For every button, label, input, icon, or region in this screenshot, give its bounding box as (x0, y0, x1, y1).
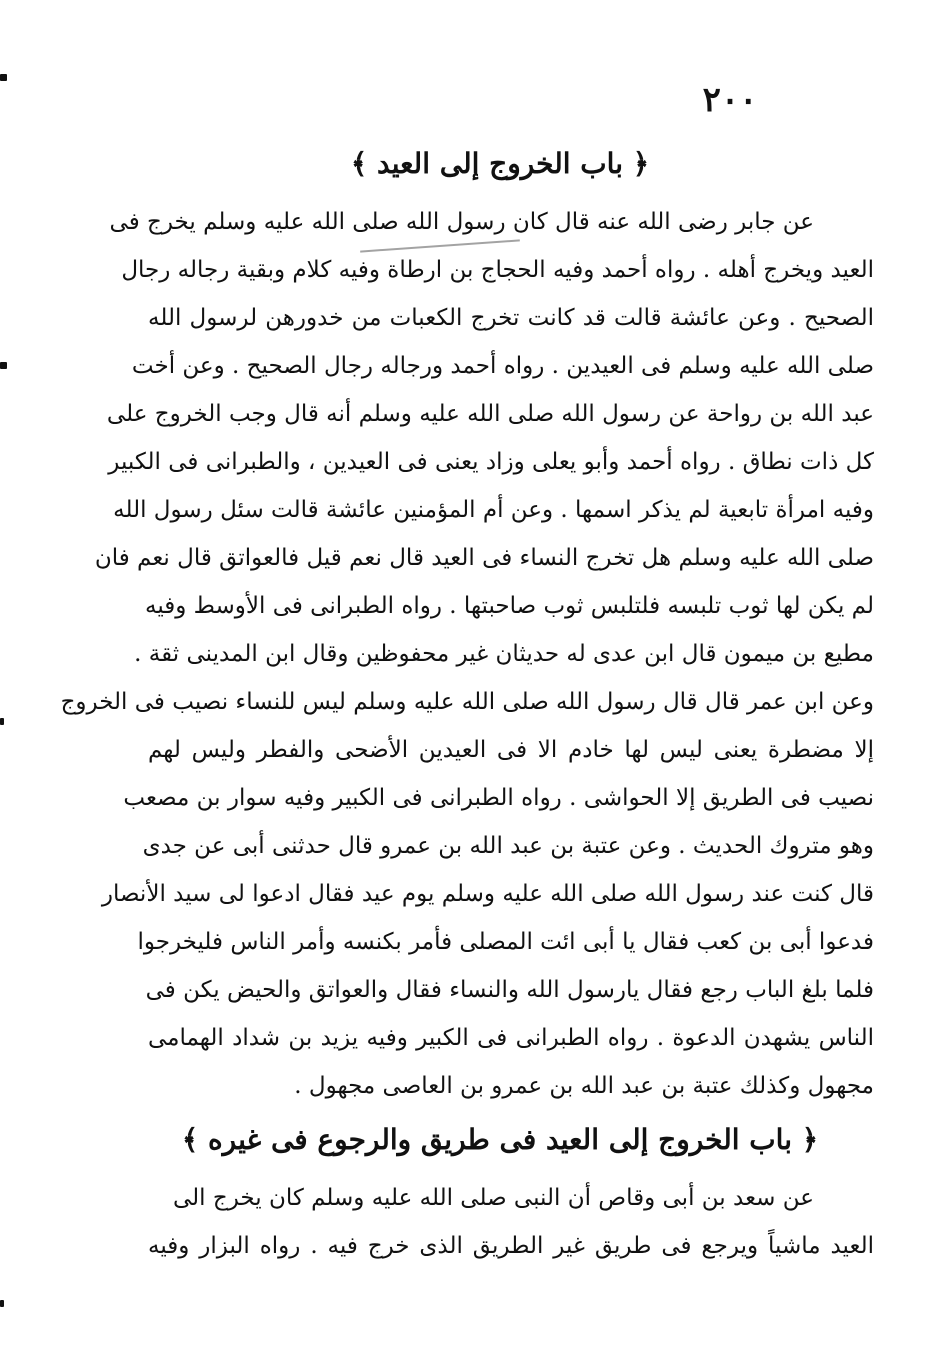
margin-mark (0, 718, 4, 725)
text-line: قال كنت عند رسول الله صلى الله عليه وسلم يوم عيد فقال ادعوا لى سيد الأنصار (101, 881, 874, 907)
text-line: مطيع بن ميمون قال ابن عدى له حديثان غير محفوظين وقال ابن المدينى ثقة . (134, 641, 874, 667)
text-line: عبد الله بن رواحة عن رسول الله صلى الله عليه وسلم أنه قال وجب الخروج على (106, 401, 874, 427)
margin-mark (0, 74, 7, 81)
text-line: العيد ماشياً ويرجع فى طريق غير الطريق الذى خرج فيه . رواه البزار وفيه (148, 1233, 874, 1259)
text-line: صلى الله عليه وسلم هل تخرج النساء فى العيد قال نعم قيل فالعواتق قال نعم فان (94, 545, 874, 571)
text-line: وعن ابن عمر قال قال رسول الله صلى الله عليه وسلم ليس للنساء نصيب فى الخروج (60, 689, 874, 715)
text-line: إلا مضطرة يعنى ليس لها خادم الا فى العيدين الأضحى والفطر وليس لهم (148, 737, 874, 763)
text-line: نصيب فى الطريق إلا الحواشى . رواه الطبرانى فى الكبير وفيه سوار بن مصعب (123, 785, 874, 811)
text-line: فدعوا أبى بن كعب فقال يا أبى ائت المصلى فأمر بكنسه وأمر الناس فليخرجوا (137, 929, 874, 955)
text-line: الناس يشهدن الدعوة . رواه الطبرانى فى الكبير وفيه يزيد بن شداد الهمامى (148, 1025, 874, 1051)
text-line: العيد ويخرج أهله . رواه أحمد وفيه الحجاج بن ارطاة وفيه كلام وبقية رجاله رجال (121, 257, 874, 283)
text-line: عن سعد بن أبى وقاص أن النبى صلى الله عليه وسلم كان يخرج الى (172, 1185, 814, 1211)
page-number: ٢٠٠ (702, 80, 758, 120)
margin-mark (0, 1300, 4, 1307)
text-line: لم يكن لها ثوب تلبسه فلتلبس ثوب صاحبتها . رواه الطبرانى فى الأوسط وفيه (144, 593, 874, 619)
text-line: عن جابر رضى الله عنه قال كان رسول الله صلى الله عليه وسلم يخرج فى (109, 209, 814, 235)
section-heading: ﴿ باب الخروج إلى العيد ﴾ (350, 147, 650, 180)
text-line: مجهول وكذلك عتبة بن عبد الله بن عمرو بن العاصى مجهول . (294, 1073, 874, 1099)
text-line: الصحيح . وعن عائشة قالت قد كانت تخرج الكعبات من خدورهن لرسول الله (148, 305, 874, 331)
margin-mark (0, 362, 7, 369)
text-line: فلما بلغ الباب رجع فقال يارسول الله والنساء فقال والعواتق والحيض يكن فى (145, 977, 874, 1003)
text-line: وفيه امرأة تابعية لم يذكر اسمها . وعن أم المؤمنين عائشة قالت سئل رسول الله (113, 497, 874, 523)
text-line: كل ذات نطاق . رواه أحمد وأبو يعلى وزاد يعنى فى العيدين ، والطبرانى فى الكبير (108, 449, 874, 475)
text-line: وهو متروك الحديث . وعن عتبة بن عبد الله بن عمرو قال حدثنى أبى عن جدى (142, 833, 874, 859)
section-heading: ﴿ باب الخروج إلى العيد فى طريق والرجوع فى غيره ﴾ (181, 1123, 819, 1156)
text-line: صلى الله عليه وسلم فى العيدين . رواه أحمد ورجاله رجال الصحيح . وعن أخت (131, 353, 874, 379)
